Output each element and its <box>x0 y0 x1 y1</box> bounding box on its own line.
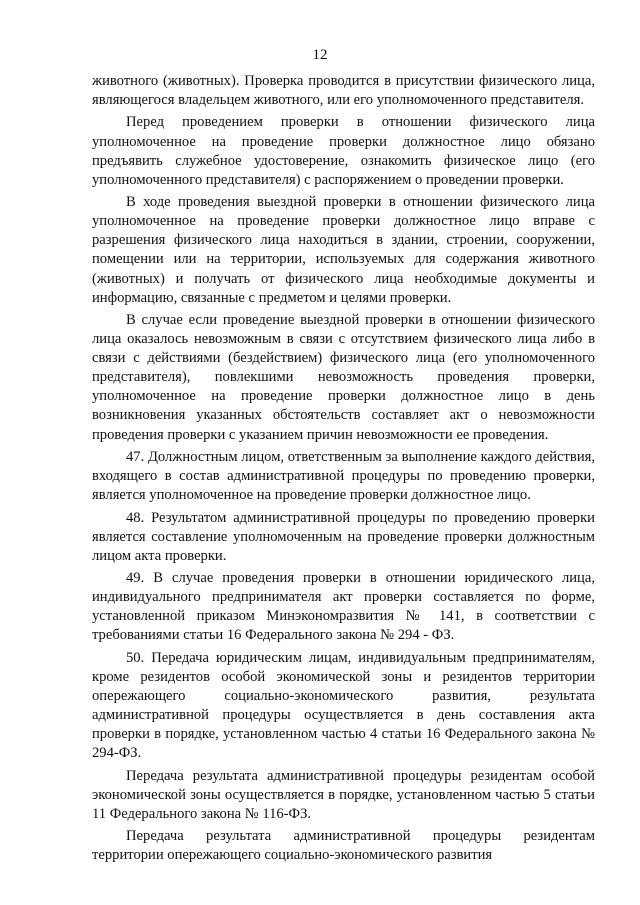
document-body <box>92 72 595 869</box>
paragraph-field-inspection: В ходе проведения выездной проверки в отношении физического лица уполномоченное на проведение проверки должностное лицо вправе с разрешения физического лица находиться в здании, строении, сооружении, помещении или на территории, используемых для содержания животного (животных) и получать от физического лица необходимые документы и информацию, связанные с предметом и целями проверки. <box>92 194 595 306</box>
paragraph-advanced-development-territory: Передача результата административной процедуры резидентам территории опережающего социально-экономического развития <box>92 828 595 864</box>
paragraph-item-50: 50. Передача юридическим лицам, индивидуальным предпринимателям, кроме резидентов особой экономической зоны и резидентов территории опережающего социально-экономического развития, результата административной процедуры осуществляется в день составления акта проверки в порядке, установленном частью 4 статьи 16 Федерального закона № 294-ФЗ. <box>92 649 595 762</box>
paragraph-special-economic-zone: Передача результата административной процедуры резидентам особой экономической зоны осуществляется в порядке, установленном частью 5 статьи 11 Федерального закона № 116-ФЗ. <box>92 767 595 822</box>
paragraph-inspection-start: Перед проведением проверки в отношении физического лица уполномоченное на проведение проверки должностное лицо обязано предъявить служебное удостоверение, ознакомить физическое лицо (его уполномоченного представителя) с распоряжением о проведении проверки. <box>92 114 595 188</box>
paragraph-item-47: 47. Должностным лицом, ответственным за выполнение каждого действия, входящего в состав административной процедуры по проведению проверки, является уполномоченное на проведение проверки должностное лицо. <box>92 448 595 504</box>
page-number: 12 <box>312 47 328 63</box>
paragraph-item-48: 48. Результатом административной процедуры по проведению проверки является составление уполномоченным на проведение проверки должностным лицом акта проверки. <box>92 509 595 564</box>
paragraph-continuation: животного (животных). Проверка проводится в присутствии физического лица, являющегося владельцем животного, или его уполномоченного представителя. <box>92 73 595 109</box>
paragraph-inspection-impossible: В случае если проведение выездной проверки в отношении физического лица оказалось невозможным в связи с отсутствием физического лица либо в связи с действиями (бездействием) физического лица (его уполномоченного представителя), повлекшими невозможность проведения проверки, уполномоченное на проведение проверки должностное лицо в день возникновения указанных обстоятельств составляет акт о невозможности проведения проверки с указанием причин невозможности ее проведения. <box>92 312 595 443</box>
paragraph-item-49: 49. В случае проведения проверки в отношении юридического лица, индивидуального предпринимателя акт проверки составляется по форме, установленной приказом Минэкономразвития № 141, в соответствии с требованиями статьи 16 Федерального закона № 294 - ФЗ. <box>92 570 595 644</box>
